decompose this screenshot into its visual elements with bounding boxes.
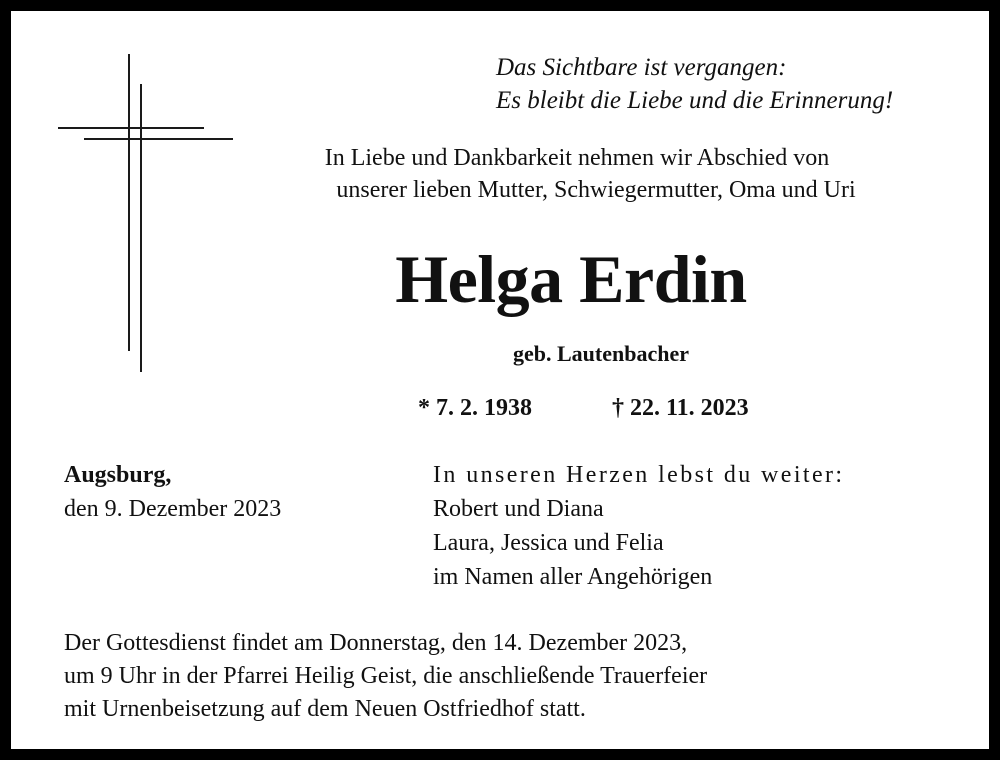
cross-horizontal-bar <box>58 127 204 129</box>
motto <box>496 51 893 117</box>
intro-line: unserer lieben Mutter, Schwiegermutter, Oma und Uri <box>336 177 856 203</box>
service-info <box>64 627 707 726</box>
place-city: Augsburg, <box>64 462 172 488</box>
intro-text <box>251 142 941 206</box>
cross-vertical-bar <box>128 54 130 351</box>
deceased-name: Helga Erdin <box>395 241 747 317</box>
motto-line: Es bleibt die Liebe und die Erinnerung! <box>496 87 894 114</box>
place-and-date <box>64 458 281 526</box>
survivor-line: Robert und Diana <box>433 496 604 522</box>
survivor-line: im Namen aller Angehörigen <box>433 564 713 590</box>
service-line: mit Urnenbeisetzung auf dem Neuen Ostfriedhof statt. <box>64 696 586 722</box>
maiden-name: geb. Lautenbacher <box>513 341 689 366</box>
service-line: um 9 Uhr in der Pfarrei Heilig Geist, die anschließende Trauerfeier <box>64 663 708 689</box>
birth-date: * 7. 2. 1938 <box>418 395 532 421</box>
motto-line: Das Sichtbare ist vergangen: <box>496 54 787 81</box>
notice-date: den 9. Dezember 2023 <box>64 496 282 522</box>
survivors-heading: In unseren Herzen lebst du weiter: <box>433 462 845 488</box>
cross-horizontal-bar <box>84 138 233 140</box>
survivors-block <box>433 458 844 594</box>
survivor-line: Laura, Jessica und Felia <box>433 530 664 556</box>
service-line: Der Gottesdienst findet am Donnerstag, den 14. Dezember 2023, <box>64 630 688 656</box>
death-date: † 22. 11. 2023 <box>612 395 749 421</box>
intro-line: In Liebe und Dankbarkeit nehmen wir Abschied von <box>324 145 830 171</box>
